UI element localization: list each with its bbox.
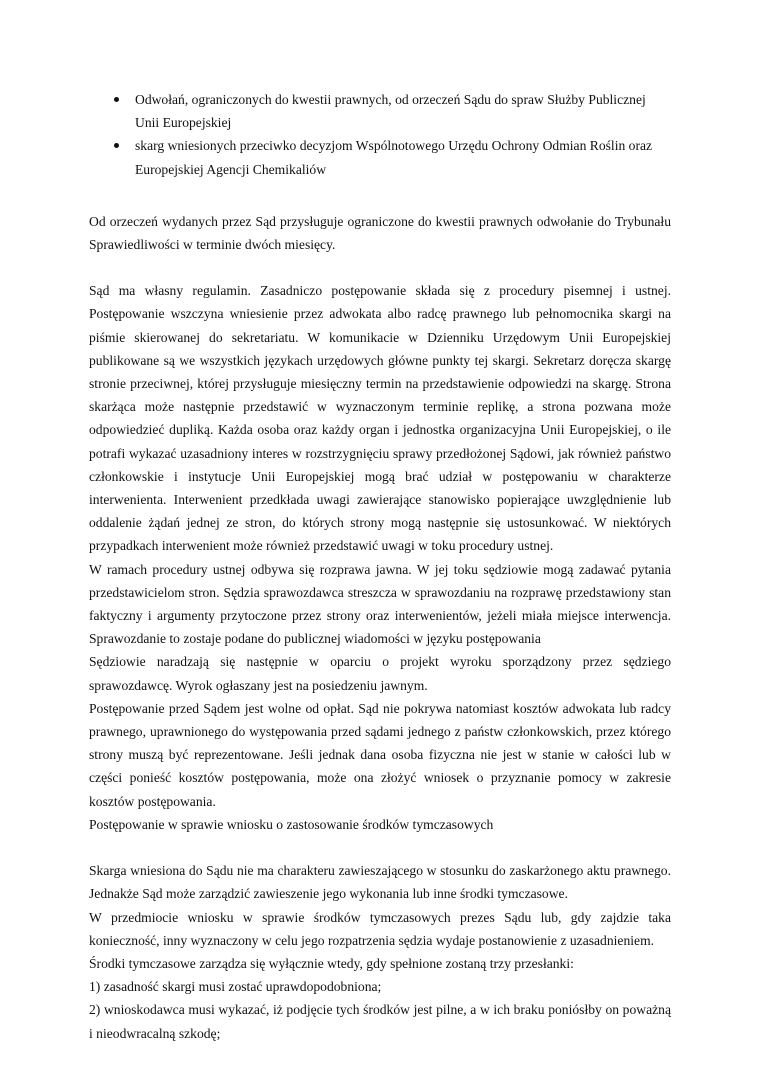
bullet-list (89, 88, 671, 181)
list-item (89, 88, 671, 134)
bullet-icon (114, 97, 119, 102)
condition-1: 1) zasadność skargi musi zostać uprawdopodobniona; (89, 979, 382, 995)
spacer (89, 256, 671, 279)
paragraph-deliberation: Sędziowie naradzają się następnie w oparciu o projekt wyroku sporządzony przez sędziego sprawozdawcę. Wyrok ogłaszany jest na posiedzeniu jawnym. (89, 654, 671, 693)
paragraph-oral-procedure: W ramach procedury ustnej odbywa się rozprawa jawna. W jej toku sędziowie mogą zadawać pytania przedstawicielom stron. Sędzia sprawozdawca streszcza w sprawozdaniu na rozprawę przedstawiony stan faktyczny i argumenty przytoczone przez strony oraz interwenientów, jeżeli miała miejsce interwencja. Sprawozdanie to zostaje podane do publicznej wiadomości w języku postępowania (89, 561, 671, 647)
bullet-text: skarg wniesionych przeciwko decyzjom Wspólnotowego Urzędu Ochrony Odmian Roślin oraz Europejskiej Agencji Chemikaliów (135, 138, 653, 177)
spacer (89, 836, 671, 859)
document-page (89, 88, 671, 1045)
paragraph-conditions: Środki tymczasowe zarządza się wyłącznie wtedy, gdy spełnione zostaną trzy przesłanki: (89, 955, 574, 971)
bullet-text: Odwołań, ograniczonych do kwestii prawnych, od orzeczeń Sądu do spraw Służby Publicznej Unii Europejskiej (135, 92, 646, 131)
condition-2: 2) wnioskodawca musi wykazać, iż podjęcie tych środków jest pilne, a w ich braku poniósłby on poważną i nieodwracalną szkodę; (89, 1002, 671, 1041)
paragraph-interim-heading: Postępowanie w sprawie wniosku o zastosowanie środków tymczasowych (89, 816, 494, 832)
paragraph-suspension: Skarga wniesiona do Sądu nie ma charakteru zawieszającego w stosunku do zaskarżonego aktu prawnego. Jednakże Sąd może zarządzić zawieszenie jego wykonania lub inne środki tymczasowe. (89, 863, 671, 902)
list-item (89, 134, 671, 180)
spacer (89, 181, 671, 204)
bullet-icon (114, 143, 119, 148)
paragraph-interim-order: W przedmiocie wniosku w sprawie środków tymczasowych prezes Sądu lub, gdy zajdzie taka konieczność, inny wyznaczony w celu jego rozpatrzenia sędzia wydaje postanowienie z uzasadnieniem. (89, 909, 671, 948)
paragraph-costs: Postępowanie przed Sądem jest wolne od opłat. Sąd nie pokrywa natomiast kosztów adwokata lub radcy prawnego, uprawnionego do występowania przed sądami jednego z państw członkowskich, przez którego strony muszą być reprezentowane. Jeśli jednak dana osoba fizyczna nie jest w stanie w całości lub w części ponieść kosztów postępowania, może ona złożyć wniosek o przyznanie pomocy w zakresie kosztów postępowania. (89, 700, 671, 809)
paragraph-procedure: Sąd ma własny regulamin. Zasadniczo postępowanie składa się z procedury pisemnej i ustnej. Postępowanie wszczyna wniesienie przez adwokata albo radcę prawnego lub pełnomocnika skargi na piśmie skierowanej do sekretariatu. W komunikacie w Dzienniku Urzędowym Unii Europejskiej publikowane są we wszystkich językach urzędowych główne punkty tej skargi. Sekretarz doręcza skargę stronie przeciwnej, której przysługuje miesięczny termin na przedstawienie odpowiedzi na skargę. Strona skarżąca może następnie przedstawić w wyznaczonym terminie replikę, a strona pozwana może odpowiedzieć dupliką. Każda osoba oraz każdy organ i jednostka organizacyjna Unii Europejskiej, o ile potrafi wykazać uzasadniony interes w rozstrzygnięciu sprawy przedłożonej Sądowi, jak również państwo członkowskie i instytucje Unii Europejskiej mogą brać udział w postępowaniu w charakterze interwenienta. Interwenient przedkłada uwagi zawierające stanowisko popierające uwzględnienie lub oddalenie żądań jednej ze stron, do których strony mogą następnie się ustosunkować. W niektórych przypadkach interwenient może również przedstawić uwagi w toku procedury ustnej. (89, 283, 671, 554)
paragraph-appeal: Od orzeczeń wydanych przez Sąd przysługuje ograniczone do kwestii prawnych odwołanie do Trybunału Sprawiedliwości w terminie dwóch miesięcy. (89, 213, 671, 253)
